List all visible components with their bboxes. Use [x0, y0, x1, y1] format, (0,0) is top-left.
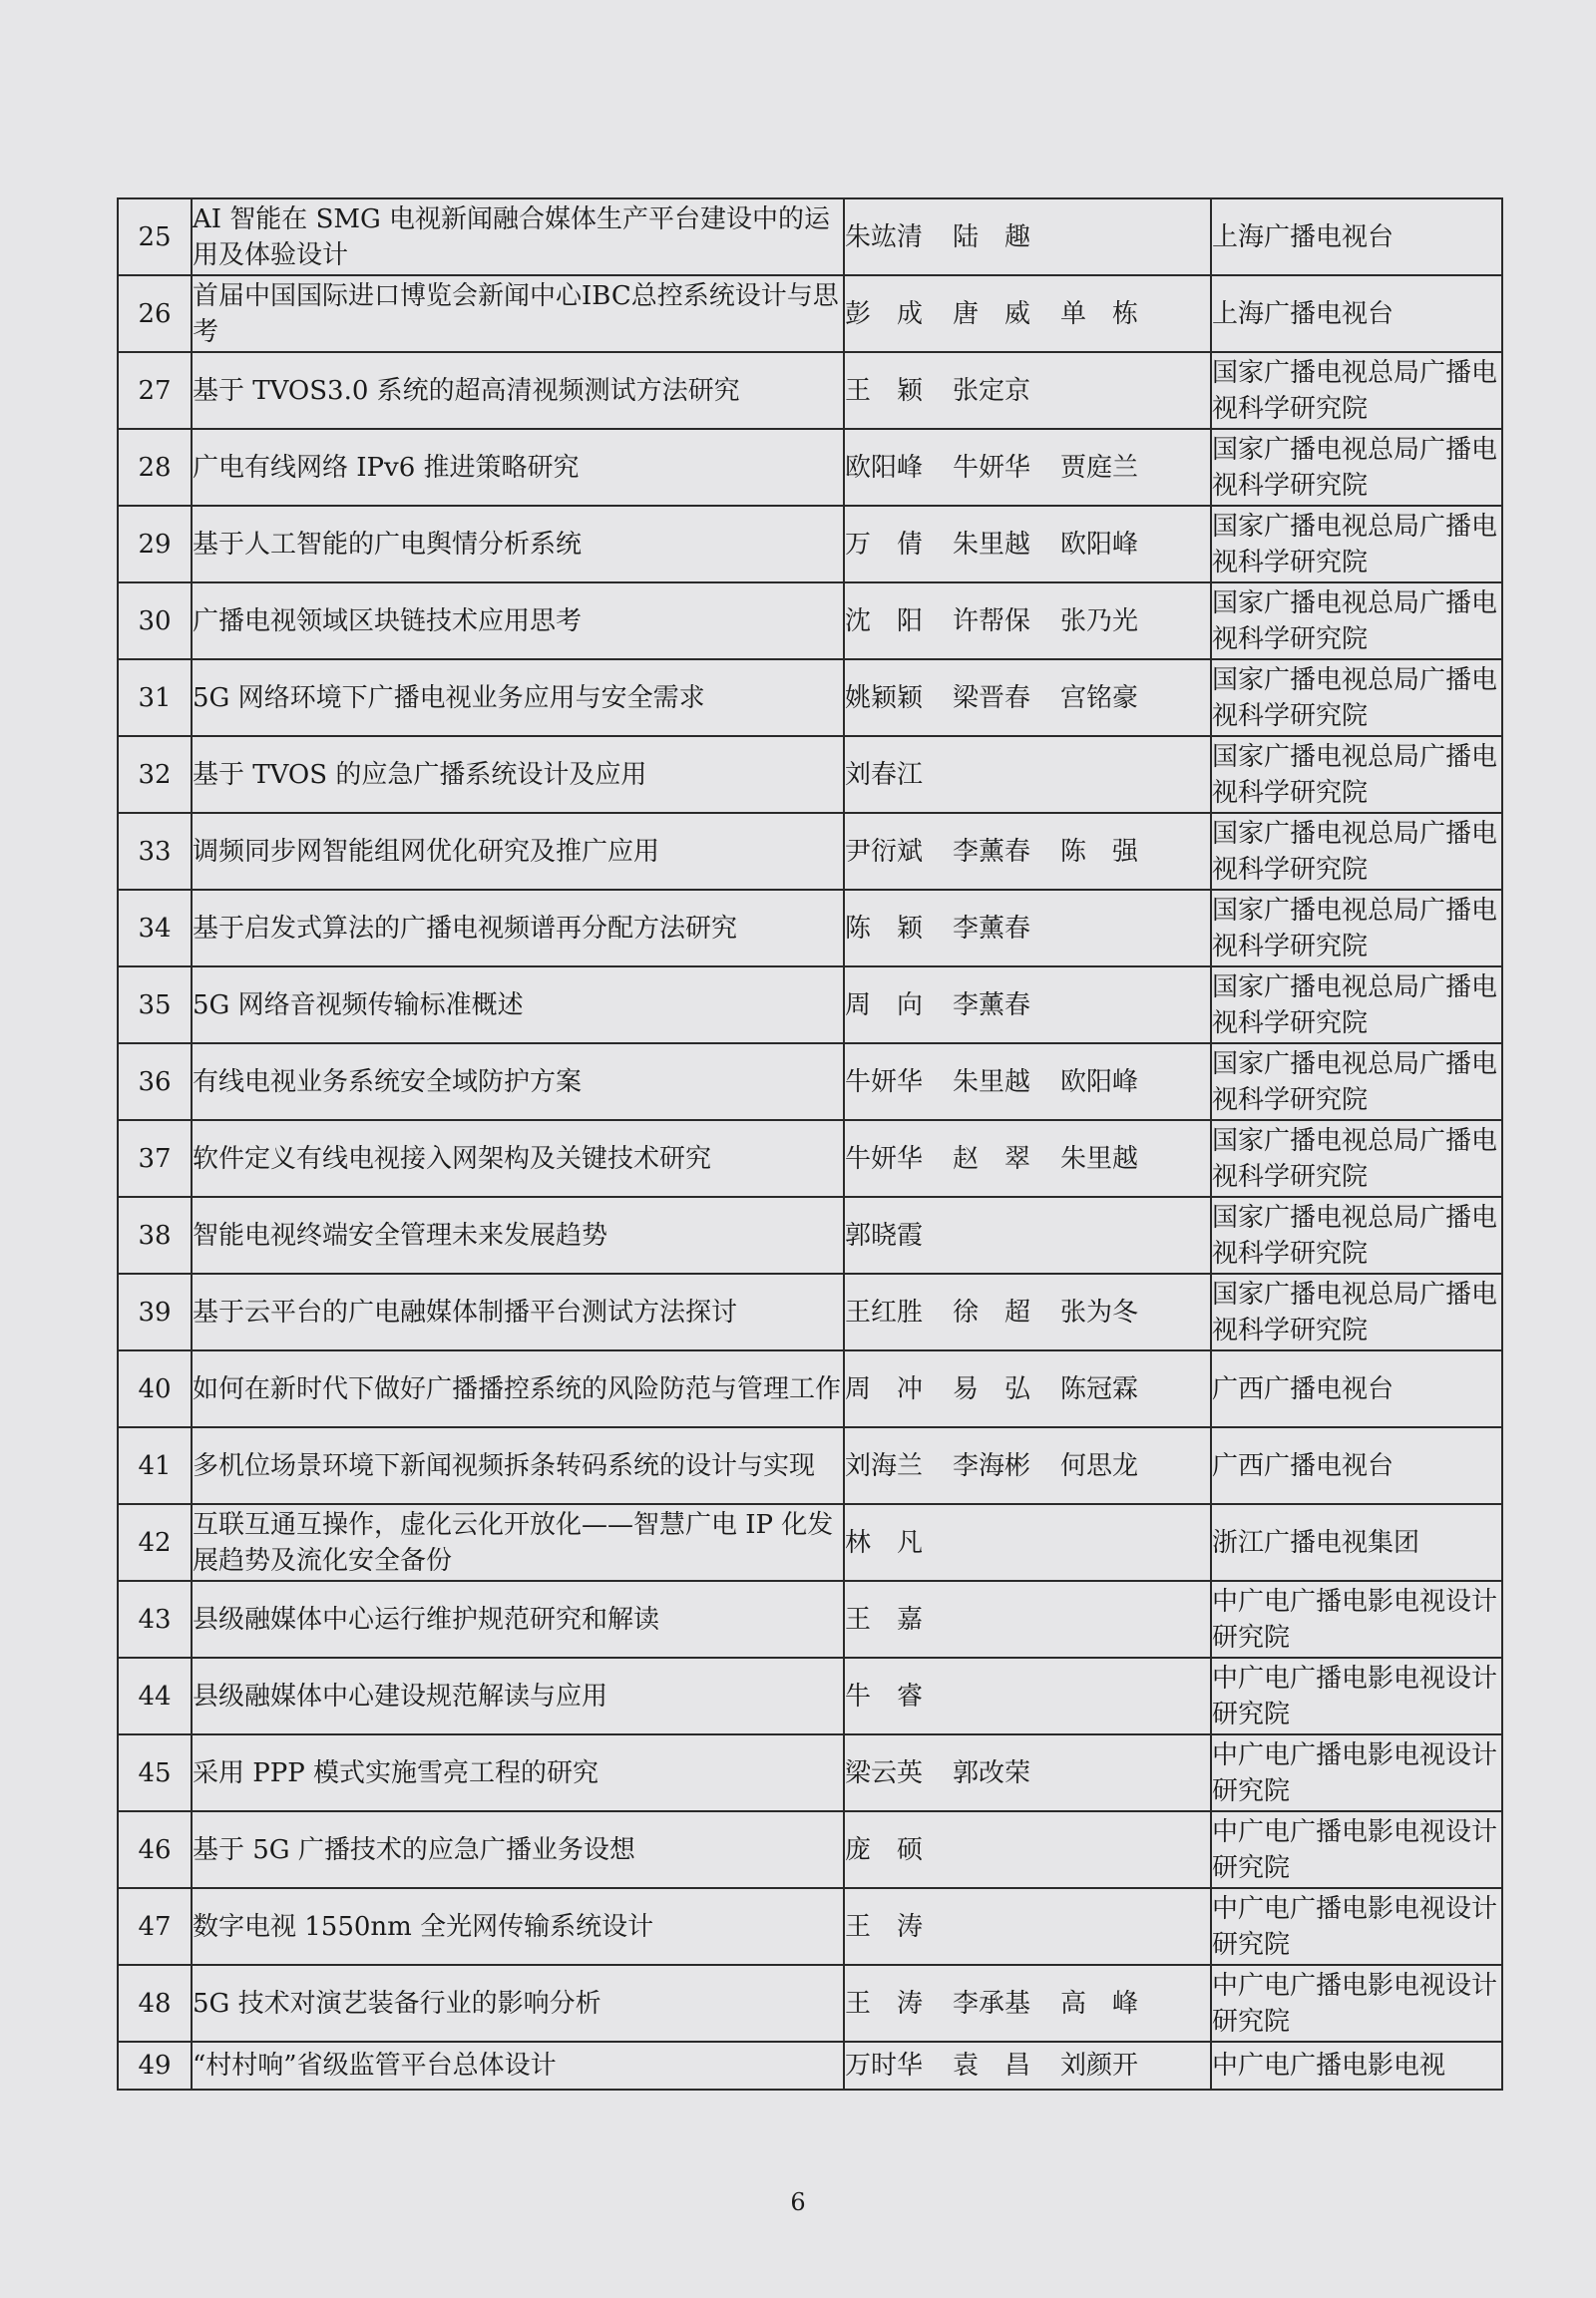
author-name: 林 凡 — [845, 1527, 924, 1558]
organization: 国家广播电视总局广播电视科学研究院 — [1211, 736, 1502, 813]
author-name: 郭改荣 — [953, 1757, 1031, 1788]
paper-title: AI 智能在 SMG 电视新闻融合媒体生产平台建设中的运用及体验设计 — [192, 198, 844, 275]
organization: 广西广播电视台 — [1211, 1427, 1502, 1504]
author-name: 王 涛 — [845, 1911, 924, 1942]
paper-title: “村村响”省级监管平台总体设计 — [192, 2042, 844, 2090]
paper-authors — [844, 1197, 1211, 1274]
organization: 国家广播电视总局广播电视科学研究院 — [1211, 890, 1502, 966]
author-name: 彭 成 — [845, 298, 924, 329]
row-number: 37 — [118, 1120, 192, 1197]
row-number: 49 — [118, 2042, 192, 2090]
table-row — [118, 1504, 1502, 1581]
row-number: 26 — [118, 275, 192, 352]
row-number: 48 — [118, 1965, 192, 2042]
row-number: 33 — [118, 813, 192, 890]
author-name: 王 颖 — [845, 375, 924, 406]
paper-title: 县级融媒体中心运行维护规范研究和解读 — [192, 1581, 844, 1658]
page-number: 6 — [790, 2188, 806, 2216]
row-number: 41 — [118, 1427, 192, 1504]
author-name: 宫铭豪 — [1060, 682, 1139, 713]
author-name: 李承基 — [953, 1988, 1031, 2019]
paper-title: 广播电视领域区块链技术应用思考 — [192, 582, 844, 659]
author-name: 王红胜 — [845, 1297, 924, 1328]
author-name: 朱里越 — [1060, 1143, 1139, 1174]
table-row — [118, 1350, 1502, 1427]
author-name: 欧阳峰 — [845, 452, 924, 483]
author-name: 刘颜开 — [1060, 2051, 1139, 2081]
paper-title: 采用 PPP 模式实施雪亮工程的研究 — [192, 1734, 844, 1811]
row-number: 40 — [118, 1350, 192, 1427]
table-row — [118, 659, 1502, 736]
author-name: 欧阳峰 — [1060, 1066, 1139, 1097]
author-name: 李海彬 — [953, 1450, 1031, 1481]
paper-authors — [844, 582, 1211, 659]
table-row — [118, 1581, 1502, 1658]
table-row — [118, 582, 1502, 659]
organization: 国家广播电视总局广播电视科学研究院 — [1211, 1120, 1502, 1197]
table-row — [118, 429, 1502, 506]
row-number: 29 — [118, 506, 192, 582]
author-name: 张乃光 — [1060, 605, 1139, 636]
table-row — [118, 1888, 1502, 1965]
row-number: 34 — [118, 890, 192, 966]
organization: 中广电广播电影电视设计研究院 — [1211, 1965, 1502, 2042]
row-number: 39 — [118, 1274, 192, 1350]
table-row — [118, 966, 1502, 1043]
author-name: 何思龙 — [1060, 1450, 1139, 1481]
table-row — [118, 352, 1502, 429]
author-name: 梁云英 — [845, 1757, 924, 1788]
organization: 中广电广播电影电视设计研究院 — [1211, 1888, 1502, 1965]
paper-title: 有线电视业务系统安全域防护方案 — [192, 1043, 844, 1120]
paper-title: 5G 网络音视频传输标准概述 — [192, 966, 844, 1043]
author-name: 袁 昌 — [953, 2051, 1031, 2081]
paper-authors — [844, 1504, 1211, 1581]
paper-title: 县级融媒体中心建设规范解读与应用 — [192, 1658, 844, 1734]
author-name: 陈 强 — [1060, 836, 1139, 867]
author-name: 沈 阳 — [845, 605, 924, 636]
organization: 国家广播电视总局广播电视科学研究院 — [1211, 659, 1502, 736]
organization: 中广电广播电影电视设计研究院 — [1211, 1734, 1502, 1811]
paper-title: 基于启发式算法的广播电视频谱再分配方法研究 — [192, 890, 844, 966]
author-name: 牛妍华 — [845, 1143, 924, 1174]
paper-authors — [844, 429, 1211, 506]
author-name: 欧阳峰 — [1060, 529, 1139, 560]
paper-authors — [844, 813, 1211, 890]
author-name: 朱里越 — [953, 529, 1031, 560]
paper-title: 智能电视终端安全管理未来发展趋势 — [192, 1197, 844, 1274]
author-name: 李薰春 — [953, 989, 1031, 1020]
author-name: 陆 趣 — [953, 221, 1031, 252]
organization: 国家广播电视总局广播电视科学研究院 — [1211, 429, 1502, 506]
paper-authors — [844, 1811, 1211, 1888]
author-name: 刘春江 — [845, 759, 924, 790]
author-name: 单 栋 — [1060, 298, 1139, 329]
paper-authors — [844, 1965, 1211, 2042]
row-number: 47 — [118, 1888, 192, 1965]
table-row — [118, 1043, 1502, 1120]
author-name: 王 涛 — [845, 1988, 924, 2019]
row-number: 28 — [118, 429, 192, 506]
paper-authors — [844, 1043, 1211, 1120]
table-row — [118, 1197, 1502, 1274]
author-name: 贾庭兰 — [1060, 452, 1139, 483]
paper-title: 5G 技术对演艺装备行业的影响分析 — [192, 1965, 844, 2042]
table-row — [118, 1274, 1502, 1350]
author-name: 郭晓霞 — [845, 1220, 924, 1251]
author-name: 高 峰 — [1060, 1988, 1139, 2019]
paper-title: 调频同步网智能组网优化研究及推广应用 — [192, 813, 844, 890]
author-name: 王 嘉 — [845, 1604, 924, 1635]
paper-authors — [844, 1274, 1211, 1350]
paper-authors — [844, 1427, 1211, 1504]
row-number: 45 — [118, 1734, 192, 1811]
paper-title: 基于 TVOS 的应急广播系统设计及应用 — [192, 736, 844, 813]
paper-title: 基于人工智能的广电舆情分析系统 — [192, 506, 844, 582]
paper-authors — [844, 1120, 1211, 1197]
row-number: 43 — [118, 1581, 192, 1658]
row-number: 25 — [118, 198, 192, 275]
row-number: 42 — [118, 1504, 192, 1581]
table-row — [118, 1427, 1502, 1504]
paper-authors — [844, 2042, 1211, 2090]
author-name: 陈冠霖 — [1060, 1373, 1139, 1404]
organization: 国家广播电视总局广播电视科学研究院 — [1211, 813, 1502, 890]
paper-title: 5G 网络环境下广播电视业务应用与安全需求 — [192, 659, 844, 736]
paper-authors — [844, 736, 1211, 813]
author-name: 张为冬 — [1060, 1297, 1139, 1328]
award-table — [117, 197, 1503, 2091]
organization: 广西广播电视台 — [1211, 1350, 1502, 1427]
row-number: 36 — [118, 1043, 192, 1120]
author-name: 李薰春 — [953, 836, 1031, 867]
paper-title: 数字电视 1550nm 全光网传输系统设计 — [192, 1888, 844, 1965]
paper-title: 如何在新时代下做好广播播控系统的风险防范与管理工作 — [192, 1350, 844, 1427]
organization: 上海广播电视台 — [1211, 198, 1502, 275]
paper-authors — [844, 1888, 1211, 1965]
table-row — [118, 198, 1502, 275]
organization: 国家广播电视总局广播电视科学研究院 — [1211, 1043, 1502, 1120]
paper-title: 首届中国国际进口博览会新闻中心IBC总控系统设计与思考 — [192, 275, 844, 352]
row-number: 27 — [118, 352, 192, 429]
author-name: 尹衍斌 — [845, 836, 924, 867]
organization: 国家广播电视总局广播电视科学研究院 — [1211, 582, 1502, 659]
author-name: 牛妍华 — [845, 1066, 924, 1097]
author-name: 庞 硕 — [845, 1834, 924, 1865]
author-name: 唐 威 — [953, 298, 1031, 329]
table-row — [118, 2042, 1502, 2090]
author-name: 陈 颖 — [845, 913, 924, 944]
organization: 中广电广播电影电视设计研究院 — [1211, 1581, 1502, 1658]
row-number: 44 — [118, 1658, 192, 1734]
paper-authors — [844, 275, 1211, 352]
author-name: 周 冲 — [845, 1373, 924, 1404]
organization: 国家广播电视总局广播电视科学研究院 — [1211, 1197, 1502, 1274]
row-number: 30 — [118, 582, 192, 659]
row-number: 31 — [118, 659, 192, 736]
paper-title: 基于 TVOS3.0 系统的超高清视频测试方法研究 — [192, 352, 844, 429]
table-row — [118, 813, 1502, 890]
paper-title: 多机位场景环境下新闻视频拆条转码系统的设计与实现 — [192, 1427, 844, 1504]
row-number: 38 — [118, 1197, 192, 1274]
paper-title: 广电有线网络 IPv6 推进策略研究 — [192, 429, 844, 506]
row-number: 46 — [118, 1811, 192, 1888]
organization: 浙江广播电视集团 — [1211, 1504, 1502, 1581]
author-name: 许帮保 — [953, 605, 1031, 636]
row-number: 32 — [118, 736, 192, 813]
paper-authors — [844, 352, 1211, 429]
paper-authors — [844, 506, 1211, 582]
paper-title: 软件定义有线电视接入网架构及关键技术研究 — [192, 1120, 844, 1197]
paper-authors — [844, 1658, 1211, 1734]
author-name: 朱竑清 — [845, 221, 924, 252]
paper-title: 基于云平台的广电融媒体制播平台测试方法探讨 — [192, 1274, 844, 1350]
organization: 国家广播电视总局广播电视科学研究院 — [1211, 1274, 1502, 1350]
table-row — [118, 506, 1502, 582]
paper-title: 基于 5G 广播技术的应急广播业务设想 — [192, 1811, 844, 1888]
table-row — [118, 736, 1502, 813]
award-table-body — [118, 198, 1502, 2090]
author-name: 牛妍华 — [953, 452, 1031, 483]
table-row — [118, 1965, 1502, 2042]
row-number: 35 — [118, 966, 192, 1043]
author-name: 周 向 — [845, 989, 924, 1020]
table-row — [118, 1120, 1502, 1197]
table-row — [118, 275, 1502, 352]
organization: 国家广播电视总局广播电视科学研究院 — [1211, 966, 1502, 1043]
paper-authors — [844, 198, 1211, 275]
paper-title: 互联互通互操作，虚化云化开放化——智慧广电 IP 化发展趋势及流化安全备份 — [192, 1504, 844, 1581]
organization: 中广电广播电影电视设计研究院 — [1211, 1811, 1502, 1888]
author-name: 刘海兰 — [845, 1450, 924, 1481]
paper-authors — [844, 890, 1211, 966]
table-row — [118, 890, 1502, 966]
author-name: 李薰春 — [953, 913, 1031, 944]
organization: 国家广播电视总局广播电视科学研究院 — [1211, 352, 1502, 429]
organization: 上海广播电视台 — [1211, 275, 1502, 352]
author-name: 徐 超 — [953, 1297, 1031, 1328]
paper-authors — [844, 966, 1211, 1043]
paper-authors — [844, 1581, 1211, 1658]
table-row — [118, 1734, 1502, 1811]
author-name: 梁晋春 — [953, 682, 1031, 713]
organization: 国家广播电视总局广播电视科学研究院 — [1211, 506, 1502, 582]
author-name: 易 弘 — [953, 1373, 1031, 1404]
table-row — [118, 1658, 1502, 1734]
author-name: 牛 睿 — [845, 1681, 924, 1712]
author-name: 万 倩 — [845, 529, 924, 560]
paper-authors — [844, 659, 1211, 736]
table-row — [118, 1811, 1502, 1888]
organization: 中广电广播电影电视 — [1211, 2042, 1502, 2090]
paper-authors — [844, 1350, 1211, 1427]
author-name: 万时华 — [845, 2051, 924, 2081]
author-name: 赵 翠 — [953, 1143, 1031, 1174]
organization: 中广电广播电影电视设计研究院 — [1211, 1658, 1502, 1734]
author-name: 朱里越 — [953, 1066, 1031, 1097]
paper-authors — [844, 1734, 1211, 1811]
author-name: 姚颖颖 — [845, 682, 924, 713]
author-name: 张定京 — [953, 375, 1031, 406]
